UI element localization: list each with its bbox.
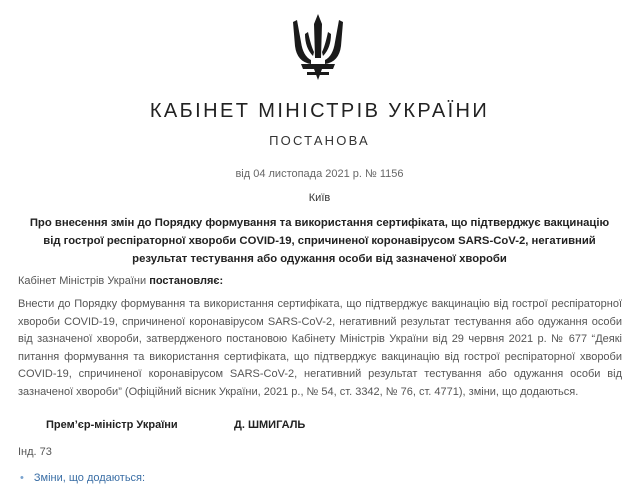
changes-link[interactable]: Зміни, що додаються: bbox=[33, 472, 146, 484]
intro-paragraph bbox=[18, 275, 223, 287]
document-index: Інд. 73 bbox=[18, 446, 52, 458]
document-city: Київ bbox=[308, 192, 331, 204]
body-paragraph: Внести до Порядку формування та використання сертифіката, що підтверджує вакцинацію від гострої респіраторної хвороби COVID-19, спричиненої коронавірусом SARS-CoV-2, негативний результат тестування або одужання особи від зазначеної хвороби, затвердженого постановою Кабінету Міністрів України від 29 червня 2021 р. № 677 “Деякі питання формування та використання сертифіката, що підтверджує вакцинацію від гострої респіраторної хвороби COVID-19, спричиненої коронавірусом SARS-CoV-2, негативний результат тестування або одужання особи від зазначеної хвороби” (Офіційний вісник України, 2021 р., № 54, ст. 3342, № 76, ст. 4771), зміни, що додаються. bbox=[18, 298, 622, 398]
signatory-title: Прем’єр-міністр України bbox=[46, 419, 178, 431]
title-line-2: від гострої респіраторної хвороби COVID-19, спричиненої коронавірусом SARS-CoV-2, негативний bbox=[43, 235, 596, 247]
changes-list-item bbox=[20, 472, 145, 484]
intro-emphasis: постановляє: bbox=[149, 275, 224, 287]
title-line-3: результат тестування або одужання особи від зазначеної хвороби bbox=[132, 253, 507, 265]
cabinet-heading: КАБІНЕТ МІНІСТРІВ УКРАЇНИ bbox=[149, 100, 490, 122]
document-type: ПОСТАНОВА bbox=[269, 133, 370, 148]
signatory-name: Д. ШМИГАЛЬ bbox=[234, 419, 306, 431]
document-title bbox=[0, 214, 639, 268]
bullet-icon: • bbox=[20, 472, 24, 484]
trident-coat-of-arms-icon bbox=[287, 12, 349, 84]
document-date-number: від 04 листопада 2021 р. № 1156 bbox=[235, 168, 404, 180]
intro-prefix: Кабінет Міністрів України bbox=[18, 275, 150, 287]
title-line-1: Про внесення змін до Порядку формування та використання сертифіката, що підтверджує вакцинацію bbox=[29, 217, 610, 229]
